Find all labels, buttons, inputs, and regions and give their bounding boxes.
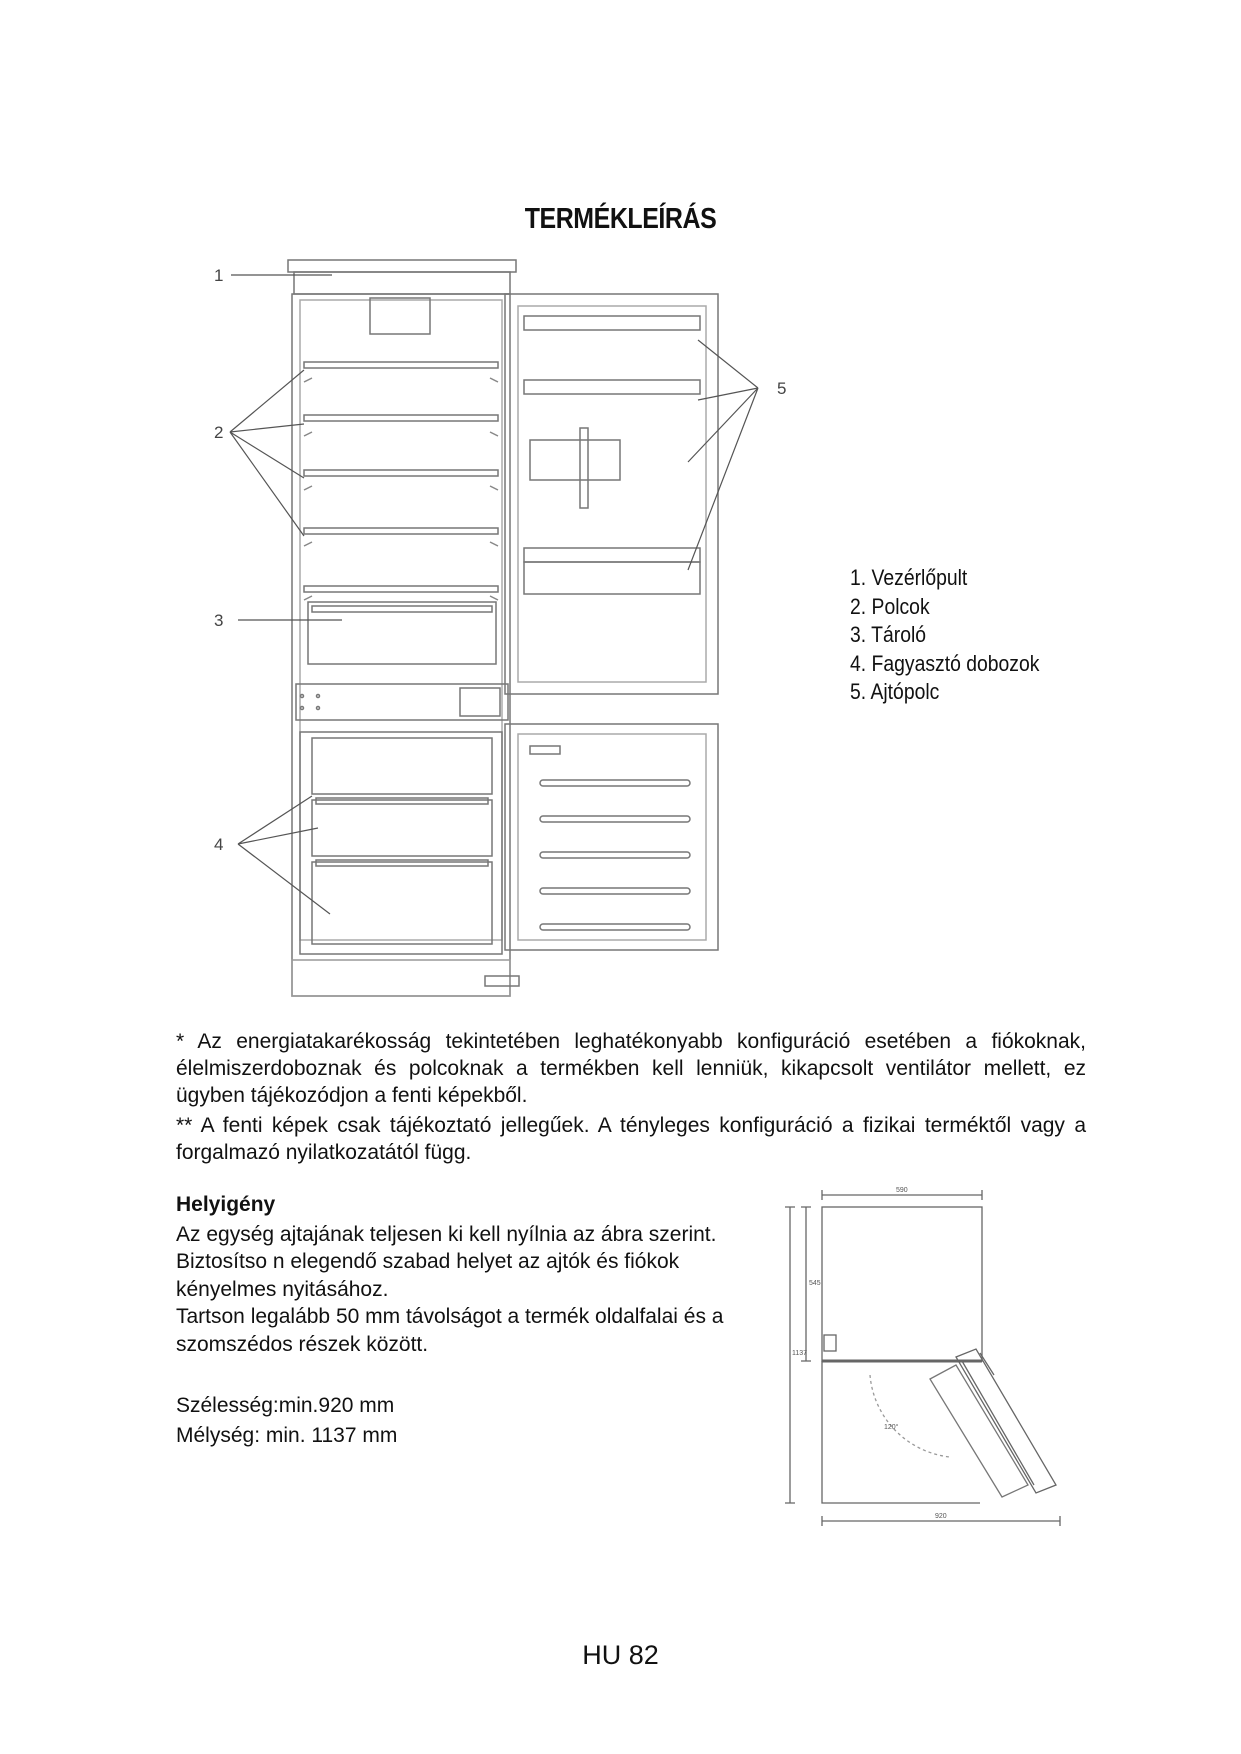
space-requirement bbox=[176, 1191, 723, 1358]
door-opening-diagram bbox=[780, 1185, 1080, 1535]
legend-item: 2. Polcok bbox=[850, 593, 930, 619]
page-number: HU 82 bbox=[582, 1640, 659, 1670]
space-line: kényelmes nyitásához. bbox=[176, 1277, 389, 1301]
min-depth: Mélység: min. 1137 mm bbox=[176, 1424, 398, 1447]
min-width: Szélesség:min.920 mm bbox=[176, 1394, 395, 1417]
space-line: szomszédos részek között. bbox=[176, 1332, 429, 1356]
space-line: Biztosítso n elegendő szabad helyet az ajtók és fiókok bbox=[176, 1250, 680, 1273]
outer-depth-label: 1137 bbox=[792, 1350, 808, 1357]
legend-item: 1. Vezérlőpult bbox=[850, 565, 968, 590]
fridge-diagram bbox=[200, 250, 820, 1010]
diagram-label-2: 2 bbox=[214, 423, 224, 442]
image-disclaimer-note: ** A fenti képek csak tájékoztató jellegűek. A tényleges konfiguráció a fizikai terméktől vagy a forgalmazó nyilatkozatától függ. bbox=[176, 1114, 1086, 1164]
angle-label: 120° bbox=[884, 1424, 899, 1431]
fridge-shelves bbox=[304, 362, 498, 592]
space-heading: Helyigény bbox=[176, 1193, 276, 1216]
diagram-label-1: 1 bbox=[214, 266, 224, 285]
diagram-label-3: 3 bbox=[214, 611, 224, 630]
bottom-width-label: 920 bbox=[935, 1513, 947, 1520]
legend-item: 3. Tároló bbox=[850, 622, 927, 647]
legend-item: 4. Fagyasztó dobozok bbox=[850, 650, 1040, 676]
legend-item: 5. Ajtópolc bbox=[850, 679, 940, 704]
space-line: Tartson legalább 50 mm távolságot a termék oldalfalai és a bbox=[176, 1305, 724, 1328]
energy-note: * Az energiatakarékosság tekintetében leghatékonyabb konfiguráció esetében a fiókoknak, élelmiszerdoboznak és polcoknak a termékben kell lenniük, kikapcsolt ventilátor mellett, ez ügyben tájékozódjon a fenti képekből. bbox=[176, 1030, 1086, 1107]
page-title: TERMÉKLEÍRÁS bbox=[524, 203, 717, 235]
inner-depth-label: 545 bbox=[809, 1280, 821, 1287]
component-legend bbox=[850, 564, 1039, 707]
diagram-label-5: 5 bbox=[777, 379, 787, 398]
top-width-label: 590 bbox=[896, 1187, 908, 1194]
space-line: Az egység ajtajának teljesen ki kell nyílnia az ábra szerint. bbox=[176, 1222, 717, 1246]
dimensions bbox=[176, 1391, 397, 1451]
diagram-label-4: 4 bbox=[214, 835, 224, 854]
